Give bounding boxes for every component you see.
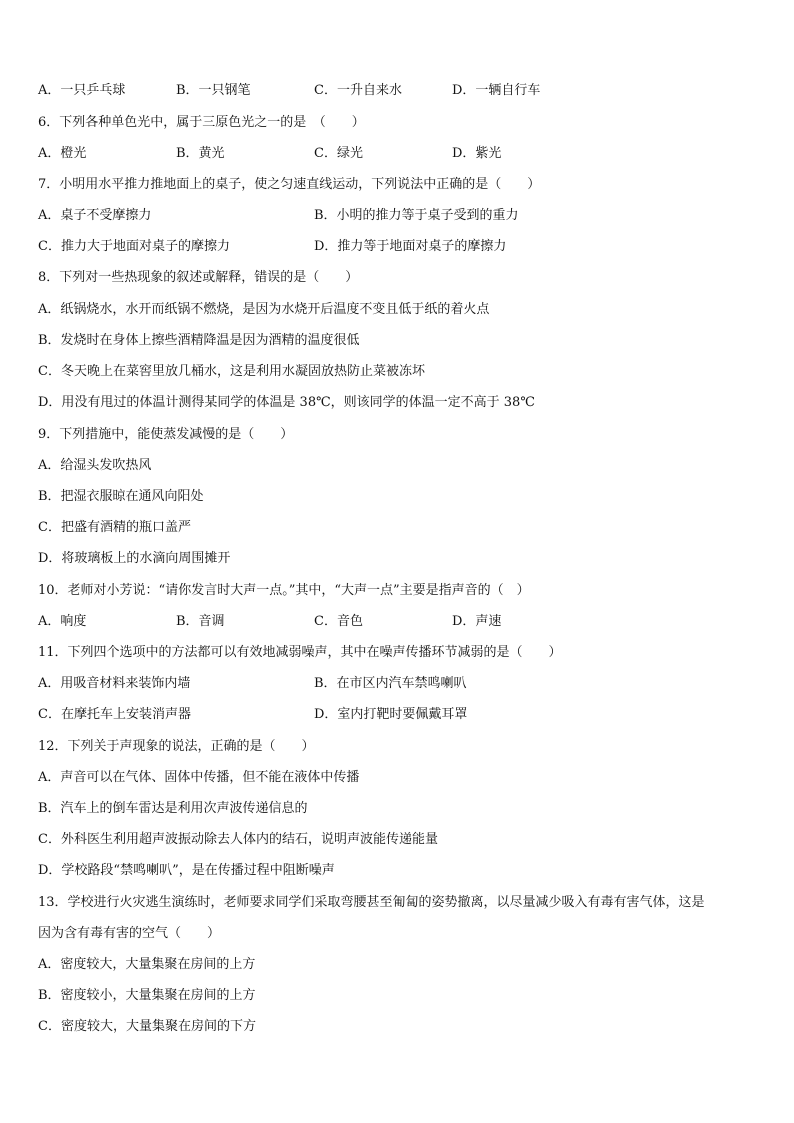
q8-stem: 8．下列对一些热现象的叙述或解释，错误的是（ ） (38, 270, 359, 285)
q12-stem: 12．下列关于声现象的说法，正确的是（ ） (38, 739, 315, 754)
q7-option-a: A．桌子不受摩擦力 (38, 208, 152, 223)
q7-options-row1 (38, 208, 768, 224)
q5-option-a: A．一只乒乓球 (38, 83, 126, 98)
q6-option-d: D．紫光 (452, 146, 502, 161)
q6-option-a: A．橙光 (38, 146, 87, 161)
q9-option-c: C．把盛有酒精的瓶口盖严 (38, 520, 191, 535)
q11-option-a: A．用吸音材料来装饰内墙 (38, 676, 191, 691)
q9-option-d: D．将玻璃板上的水滴向周围摊开 (38, 551, 231, 566)
q10-option-a: A．响度 (38, 614, 87, 629)
q10-option-c: C．音色 (314, 614, 363, 629)
q7-option-c: C．推力大于地面对桌子的摩擦力 (38, 239, 230, 254)
q8-option-b: B．发烧时在身体上擦些酒精降温是因为酒精的温度很低 (38, 333, 360, 348)
q6-option-c: C．绿光 (314, 146, 363, 161)
q11-option-c: C．在摩托车上安装消声器 (38, 707, 191, 722)
q7-option-b: B．小明的推力等于桌子受到的重力 (314, 208, 519, 223)
q11-options-row1 (38, 676, 768, 692)
q11-option-d: D．室内打靶时要佩戴耳罩 (314, 707, 468, 722)
q12-option-c: C．外科医生利用超声波振动除去人体内的结石，说明声波能传递能量 (38, 832, 438, 847)
q7-options-row2 (38, 239, 768, 255)
q8-option-d: D．用没有甩过的体温计测得某同学的体温是 38℃，则该同学的体温一定不高于 38℃ (38, 395, 535, 410)
q8-option-a: A．纸锅烧水，水开而纸锅不燃烧，是因为水烧开后温度不变且低于纸的着火点 (38, 302, 490, 317)
q10-option-b: B．音调 (176, 614, 225, 629)
q6-stem: 6．下列各种单色光中，属于三原色光之一的是 （ ） (38, 115, 365, 130)
q13-stem-line1: 13．学校进行火灾逃生演练时，老师要求同学们采取弯腰甚至匍匐的姿势撤离，以尽量减少吸入有毒有害气体，这是 (38, 895, 705, 910)
q11-stem: 11．下列四个选项中的方法都可以有效地减弱噪声，其中在噪声传播环节减弱的是（ ） (38, 645, 562, 660)
q10-option-d: D．声速 (452, 614, 502, 629)
q13-option-b: B．密度较小，大量集聚在房间的上方 (38, 988, 256, 1003)
q6-options (38, 146, 768, 162)
q5-option-c: C．一升自来水 (314, 83, 402, 98)
q13-option-a: A．密度较大，大量集聚在房间的上方 (38, 957, 256, 972)
q9-option-a: A．给湿头发吹热风 (38, 458, 152, 473)
q5-options (38, 83, 768, 99)
q7-option-d: D．推力等于地面对桌子的摩擦力 (314, 239, 507, 254)
q5-option-b: B．一只钢笔 (176, 83, 251, 98)
q5-option-d: D．一辆自行车 (452, 83, 541, 98)
q6-option-b: B．黄光 (176, 146, 225, 161)
q9-stem: 9．下列措施中，能使蒸发减慢的是（ ） (38, 427, 294, 442)
q12-option-d: D．学校路段“禁鸣喇叭”，是在传播过程中阻断噪声 (38, 863, 335, 878)
q7-stem: 7．小明用水平推力推地面上的桌子，使之匀速直线运动，下列说法中正确的是（ ） (38, 177, 541, 192)
q8-option-c: C．冬天晚上在菜窖里放几桶水，这是利用水凝固放热防止菜被冻坏 (38, 364, 425, 379)
q12-option-b: B．汽车上的倒车雷达是利用次声波传递信息的 (38, 801, 308, 816)
q13-stem-line2: 因为含有毒有害的空气（ ） (38, 926, 221, 941)
q11-options-row2 (38, 707, 768, 723)
q10-options (38, 614, 768, 630)
q9-option-b: B．把湿衣服晾在通风向阳处 (38, 489, 204, 504)
q11-option-b: B．在市区内汽车禁鸣喇叭 (314, 676, 467, 691)
q10-stem: 10．老师对小芳说：“请你发言时大声一点。”其中，“大声一点”主要是指声音的（ ） (38, 583, 530, 598)
q13-option-c: C．密度较大，大量集聚在房间的下方 (38, 1019, 256, 1034)
q12-option-a: A．声音可以在气体、固体中传播，但不能在液体中传播 (38, 770, 360, 785)
